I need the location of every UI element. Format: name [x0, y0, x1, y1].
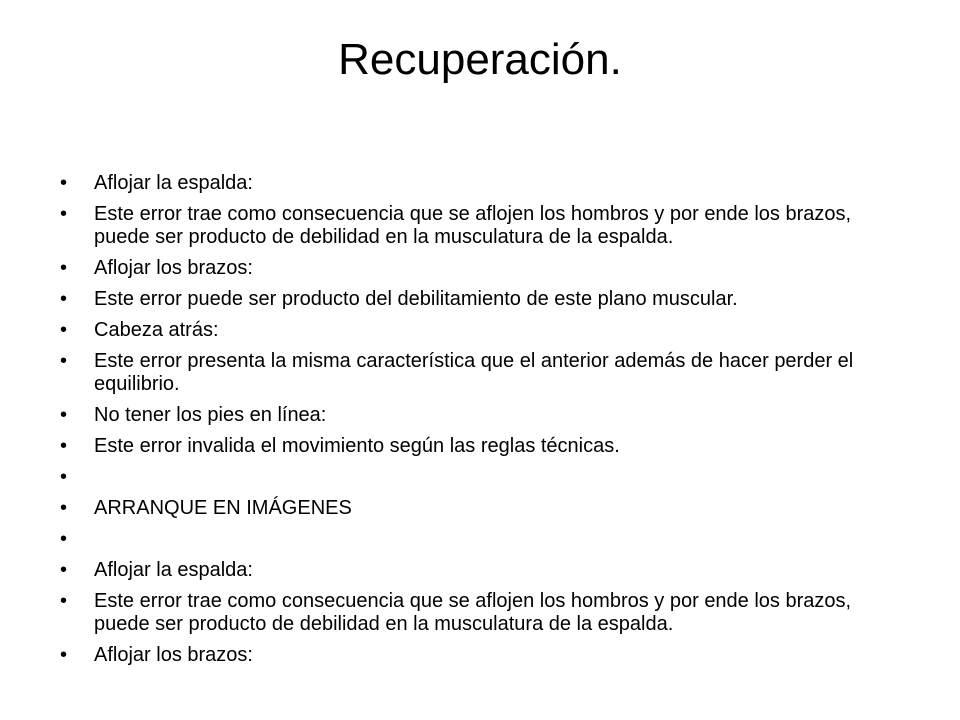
list-item-text: Este error presenta la misma característica que el anterior además de hacer perder el equilibrio. — [94, 350, 854, 395]
bullet-icon: • — [60, 257, 68, 279]
list-item-text: No tener los pies en línea: — [94, 404, 327, 426]
list-item-text: Este error invalida el movimiento según las reglas técnicas. — [94, 435, 620, 457]
bullet-icon: • — [60, 203, 68, 225]
list-item — [60, 644, 910, 667]
list-item-text: Este error trae como consecuencia que se aflojen los hombros y por ende los brazos, puede ser producto de debilidad en la musculatura de la espalda. — [94, 590, 852, 635]
bullet-icon: • — [60, 644, 68, 666]
list-item — [60, 257, 910, 280]
list-item — [60, 404, 910, 427]
bullet-icon: • — [60, 172, 68, 194]
list-item-text: Aflojar la espalda: — [94, 559, 253, 581]
list-item-text: Aflojar la espalda: — [94, 172, 253, 194]
bullet-icon: • — [60, 528, 68, 550]
list-item — [60, 435, 910, 458]
list-item — [60, 528, 910, 551]
bullet-icon: • — [60, 288, 68, 310]
list-item — [60, 590, 910, 636]
bullet-icon: • — [60, 435, 68, 457]
bullet-list — [60, 172, 910, 675]
bullet-icon: • — [60, 319, 68, 341]
list-item — [60, 172, 910, 195]
list-item — [60, 559, 910, 582]
list-item-text: ARRANQUE EN IMÁGENES — [94, 497, 352, 519]
list-item-text: Aflojar los brazos: — [94, 257, 253, 279]
list-item — [60, 350, 910, 396]
bullet-icon: • — [60, 350, 68, 372]
list-item — [60, 203, 910, 249]
list-item-text: Cabeza atrás: — [94, 319, 219, 341]
bullet-icon: • — [60, 466, 68, 488]
list-item — [60, 319, 910, 342]
list-item — [60, 288, 910, 311]
list-item — [60, 466, 910, 489]
bullet-icon: • — [60, 559, 68, 581]
list-item-text: Este error trae como consecuencia que se aflojen los hombros y por ende los brazos, puede ser producto de debilidad en la musculatura de la espalda. — [94, 203, 852, 248]
bullet-icon: • — [60, 404, 68, 426]
list-item-text: Este error puede ser producto del debilitamiento de este plano muscular. — [94, 288, 738, 310]
list-item — [60, 497, 910, 520]
bullet-icon: • — [60, 590, 68, 612]
list-item-text: Aflojar los brazos: — [94, 644, 253, 666]
slide-title: Recuperación. — [338, 35, 622, 84]
bullet-icon: • — [60, 497, 68, 519]
